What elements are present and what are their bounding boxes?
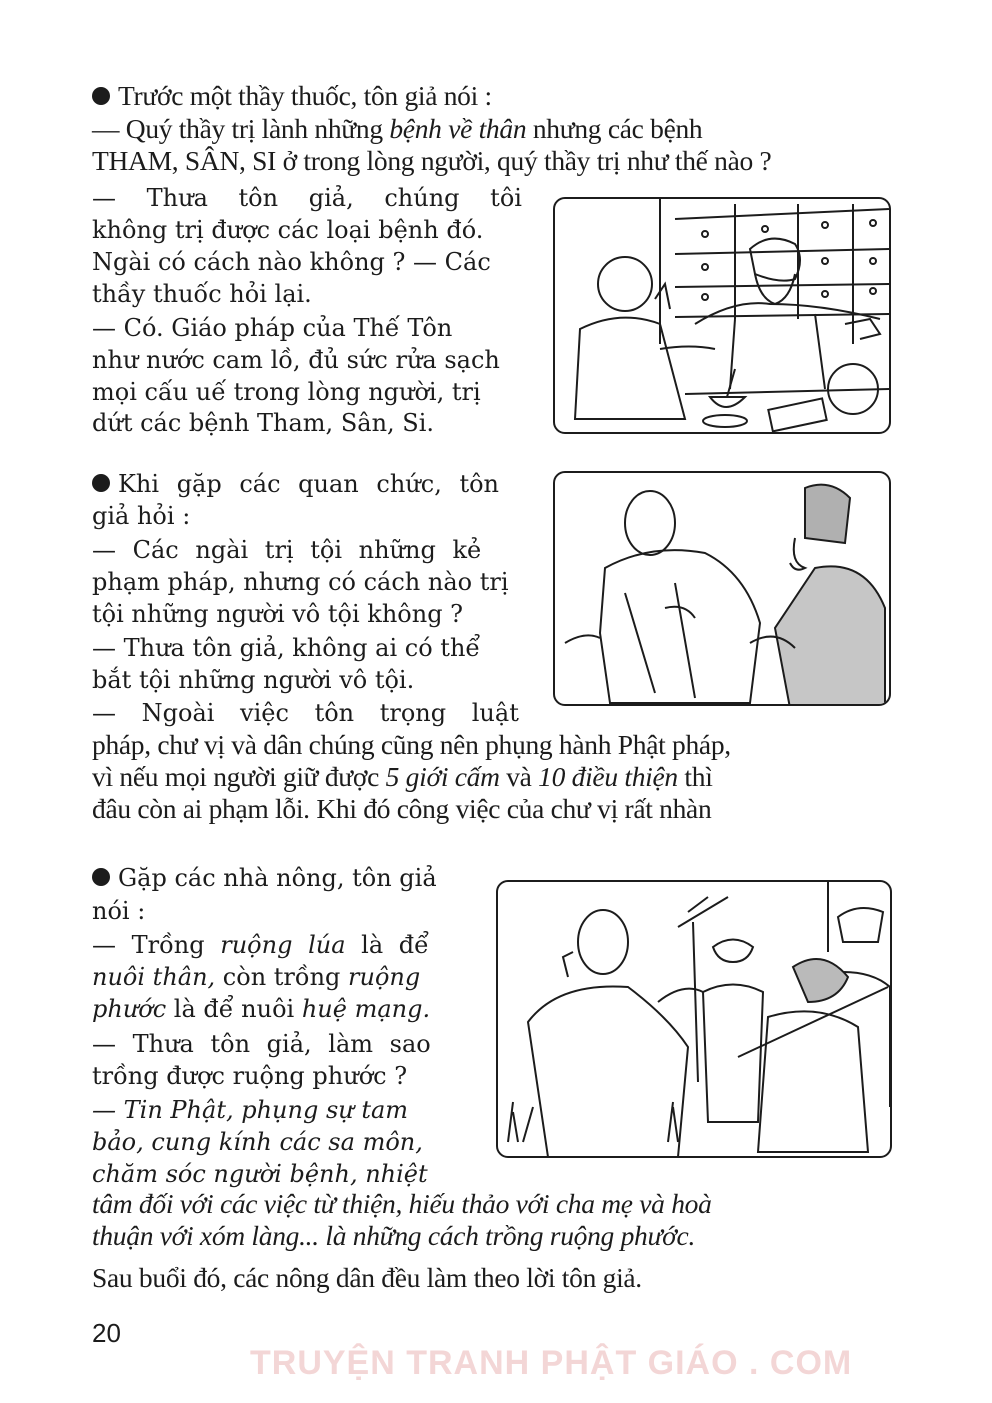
bullet-icon bbox=[92, 868, 110, 886]
watermark: TRUYỆN TRANH PHẬT GIÁO . COM bbox=[250, 1344, 853, 1382]
illustration-drawing bbox=[555, 473, 889, 704]
section2-intro-line2: giả hỏi : bbox=[92, 502, 191, 530]
section2-line9: đâu còn ai phạm lỗi. Khi đó công việc của chư vị rất nhàn bbox=[92, 793, 712, 824]
section1-answer-line6: như nước cam lồ, đủ sức rửa sạch bbox=[92, 346, 500, 374]
bullet-icon bbox=[92, 474, 110, 492]
section3-line4: nuôi thân, còn trồng ruộng bbox=[92, 963, 421, 991]
section1-answer-line2: không trị được các loại bệnh đó. bbox=[92, 216, 484, 244]
section3-line6: — Thưa tôn giả, làm sao bbox=[92, 1030, 431, 1058]
section1-answer-line1: — Thưa tôn giả, chúng tôi bbox=[92, 184, 522, 212]
section1-answer-line8: dứt các bệnh Tham, Sân, Si. bbox=[92, 409, 435, 437]
section3-intro-line1: Gặp các nhà nông, tôn giả bbox=[92, 862, 437, 894]
bullet-icon bbox=[92, 87, 110, 105]
section3-line11: tâm đối với các việc từ thiện, hiếu thảo với cha mẹ và hoà bbox=[92, 1188, 712, 1219]
section2-line5: bắt tội những người vô tội. bbox=[92, 666, 415, 694]
section2-line3: tội những người vô tội không ? bbox=[92, 600, 464, 628]
section2-line7: pháp, chư vị và dân chúng cũng nên phụng hành Phật pháp, bbox=[92, 729, 731, 760]
monk-and-official-illustration bbox=[553, 471, 891, 706]
section1-question-line1: — Quý thầy trị lành những bệnh về thân nhưng các bệnh bbox=[92, 113, 703, 144]
page-number: 20 bbox=[92, 1318, 121, 1348]
section2-line6: — Ngoài việc tôn trọng luật bbox=[92, 699, 519, 727]
section3-line3: — Trồng ruộng lúa là để bbox=[92, 931, 429, 959]
section1-answer-line7: mọi cấu uế trong lòng người, trị bbox=[92, 378, 481, 406]
section3-intro-line2: nói : bbox=[92, 897, 146, 925]
section3-line9: bảo, cung kính các sa môn, bbox=[92, 1128, 423, 1156]
section3-line12: thuận với xóm làng... là những cách trồng ruộng phước. bbox=[92, 1220, 696, 1251]
section1-answer-line4: thầy thuốc hỏi lại. bbox=[92, 280, 312, 308]
section1-answer-line5: — Có. Giáo pháp của Thế Tôn bbox=[92, 314, 453, 342]
section1-question-line2: THAM, SÂN, SI ở trong lòng người, quý thầy trị như thế nào ? bbox=[92, 145, 772, 176]
section3-closing: Sau buổi đó, các nông dân đều làm theo lời tôn giả. bbox=[92, 1262, 642, 1293]
monk-and-farmers-illustration bbox=[496, 880, 892, 1158]
section2-line1: — Các ngài trị tội những kẻ bbox=[92, 536, 482, 564]
section3-line7: trồng được ruộng phước ? bbox=[92, 1062, 408, 1090]
illustration-drawing bbox=[498, 882, 890, 1156]
section2-line8: vì nếu mọi người giữ được 5 giới cấm và 10 điều thiện thì bbox=[92, 761, 713, 792]
section2-intro-line1: Khi gặp các quan chức, tôn bbox=[92, 468, 522, 500]
section3-line8: — Tin Phật, phụng sự tam bbox=[92, 1096, 409, 1124]
section1-answer-line3: Ngài có cách nào không ? — Các bbox=[92, 248, 491, 276]
section3-line5: phước là để nuôi huệ mạng. bbox=[92, 995, 431, 1023]
section2-line2: phạm pháp, nhưng có cách nào trị bbox=[92, 568, 509, 596]
section3-line10: chăm sóc người bệnh, nhiệt bbox=[92, 1160, 428, 1188]
section2-line4: — Thưa tôn giả, không ai có thể bbox=[92, 634, 481, 662]
illustration-drawing bbox=[555, 199, 889, 432]
section1-intro: Trước một thầy thuốc, tôn giả nói : bbox=[92, 80, 492, 112]
monk-and-physician-illustration bbox=[553, 197, 891, 434]
